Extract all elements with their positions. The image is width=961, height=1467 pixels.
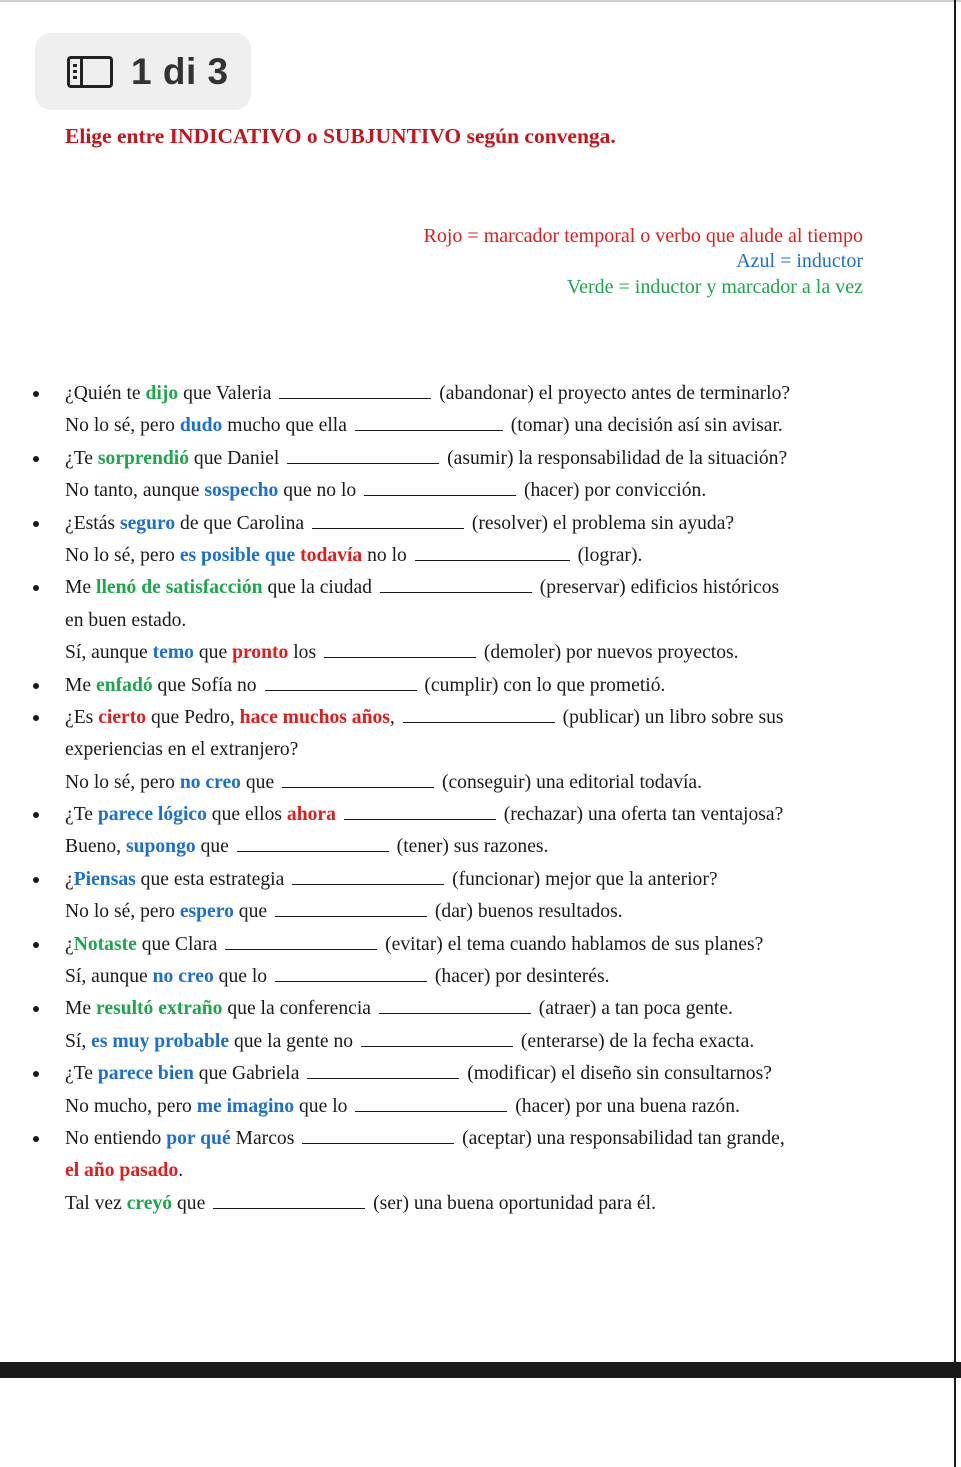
answer-blank[interactable] xyxy=(279,382,431,399)
text-segment: que esta estrategia xyxy=(135,868,290,890)
answer-blank[interactable] xyxy=(302,1127,454,1144)
bottom-bar xyxy=(0,1362,961,1378)
bullet-icon xyxy=(33,391,39,397)
highlighted-word-blue: espero xyxy=(179,901,234,923)
bullet-icon xyxy=(33,521,39,527)
text-segment: (hacer) por una buena razón. xyxy=(510,1095,740,1117)
text-segment: (publicar) un libro sobre sus xyxy=(557,706,784,728)
bullet-icon xyxy=(33,715,39,721)
text-segment: Me xyxy=(65,674,97,696)
text-segment: que la ciudad xyxy=(262,577,377,599)
exercise-line xyxy=(0,896,961,928)
text-segment: que xyxy=(193,642,233,664)
text-segment: (modificar) el diseño sin consultarnos? xyxy=(462,1063,772,1085)
text-segment: ¿Estás xyxy=(65,512,120,534)
text-segment: (resolver) el problema sin ayuda? xyxy=(466,512,735,534)
text-segment: mucho que ella xyxy=(222,415,352,437)
top-divider xyxy=(0,0,961,2)
text-segment: No entiendo xyxy=(65,1127,167,1149)
text-segment: ¿Te xyxy=(65,447,98,469)
highlighted-word-blue: temo xyxy=(152,642,194,664)
exercise-line xyxy=(0,831,961,863)
text-segment: (preservar) edificios históricos xyxy=(534,577,780,599)
text-segment: , xyxy=(389,706,400,728)
text-segment: . xyxy=(178,1160,184,1182)
text-segment: no lo xyxy=(362,544,412,566)
text-segment: Me xyxy=(65,998,97,1020)
bullet-icon xyxy=(33,877,39,883)
text-segment: experiencias en el extranjero? xyxy=(65,739,299,761)
exercise-line xyxy=(0,378,961,410)
text-segment: Marcos xyxy=(230,1127,300,1149)
highlighted-word-blue: parece bien xyxy=(97,1063,194,1085)
answer-blank[interactable] xyxy=(225,933,377,950)
bullet-icon xyxy=(33,1006,39,1012)
text-segment: que Sofía no xyxy=(152,674,262,696)
text-segment: que xyxy=(233,901,272,923)
exercise-line xyxy=(0,1123,961,1155)
text-segment: (cumplir) con lo que prometió. xyxy=(419,674,666,696)
highlighted-word-blue: es posible que xyxy=(179,544,296,566)
text-segment: ¿Quién te xyxy=(65,383,146,404)
highlighted-word-red: el año pasado xyxy=(65,1160,179,1182)
answer-blank[interactable] xyxy=(312,512,464,529)
answer-blank[interactable] xyxy=(415,544,570,561)
answer-blank[interactable] xyxy=(355,1095,507,1112)
exercise-line xyxy=(0,1058,961,1090)
answer-blank[interactable] xyxy=(282,771,434,788)
text-segment: (evitar) el tema cuando hablamos de sus planes? xyxy=(380,933,764,955)
answer-blank[interactable] xyxy=(361,1030,513,1047)
bullet-icon xyxy=(33,812,39,818)
text-segment: que no lo xyxy=(278,480,362,502)
exercise-line xyxy=(0,961,961,993)
highlighted-word-blue: dudo xyxy=(179,415,223,437)
text-segment: (funcionar) mejor que la anterior? xyxy=(447,868,718,890)
text-segment: que la conferencia xyxy=(222,998,376,1020)
highlighted-word-blue: por qué xyxy=(166,1127,231,1149)
text-segment: No lo sé, pero xyxy=(65,544,180,566)
text-segment xyxy=(336,804,341,825)
text-segment: No tanto, aunque xyxy=(65,480,205,502)
text-segment: (abandonar) el proyecto antes de terminarlo? xyxy=(434,383,791,404)
answer-blank[interactable] xyxy=(275,900,427,917)
answer-blank[interactable] xyxy=(379,997,531,1014)
highlighted-word-blue: sospecho xyxy=(204,480,279,502)
answer-blank[interactable] xyxy=(324,641,476,658)
text-segment: que xyxy=(195,836,234,858)
text-segment: que Daniel xyxy=(189,447,285,469)
text-segment: (conseguir) una editorial todavía. xyxy=(437,771,703,793)
answer-blank[interactable] xyxy=(275,965,427,982)
page-indicator-label: 1 di 3 xyxy=(131,50,229,92)
text-segment: ¿Te xyxy=(65,804,98,826)
exercise-line xyxy=(0,1026,961,1058)
exercise-line xyxy=(0,993,961,1025)
highlighted-word-red: cierto xyxy=(98,706,147,728)
highlighted-word-blue: es muy probable xyxy=(91,1030,230,1052)
highlighted-word-blue: parece lógico xyxy=(97,804,207,826)
exercise-line xyxy=(0,508,961,540)
highlighted-word-blue: seguro xyxy=(119,512,176,534)
highlighted-word-green: Notaste xyxy=(73,933,137,955)
answer-blank[interactable] xyxy=(213,1192,365,1209)
exercise-line xyxy=(0,540,961,572)
exercise-line xyxy=(0,572,961,604)
text-segment: que Pedro, xyxy=(146,706,240,728)
text-segment: que Valeria xyxy=(178,383,277,404)
exercise-line xyxy=(0,702,961,734)
text-segment: No mucho, pero xyxy=(65,1095,197,1117)
exercise-line xyxy=(0,929,961,961)
highlighted-word-blue: supongo xyxy=(125,836,196,858)
highlighted-word-red: pronto xyxy=(232,642,289,664)
answer-blank[interactable] xyxy=(307,1062,459,1079)
sidebar-icon xyxy=(67,56,113,88)
answer-blank[interactable] xyxy=(403,706,555,723)
text-segment: (dar) buenos resultados. xyxy=(429,901,623,923)
exercise-line xyxy=(0,767,961,799)
answer-blank[interactable] xyxy=(292,868,444,885)
text-segment: ¿ xyxy=(65,868,74,890)
exercise-line xyxy=(0,864,961,896)
exercise-line xyxy=(0,475,961,507)
exercise-line xyxy=(0,734,961,766)
highlighted-word-blue: no creo xyxy=(179,771,241,793)
text-segment: los xyxy=(288,642,321,664)
text-segment: ¿Te xyxy=(65,1063,98,1085)
text-segment: Tal vez xyxy=(65,1192,127,1214)
exercise-list xyxy=(0,378,961,1220)
text-segment: que lo xyxy=(213,966,272,988)
text-segment: Me xyxy=(65,577,97,599)
text-segment: (asumir) la responsabilidad de la situación? xyxy=(442,447,788,469)
page-title: Elige entre INDICATIVO o SUBJUNTIVO según convenga. xyxy=(65,124,616,148)
highlighted-word-green: dijo xyxy=(145,383,179,404)
text-segment: de que Carolina xyxy=(175,512,309,534)
page-indicator[interactable] xyxy=(35,33,251,110)
text-segment: que ellos xyxy=(206,804,287,826)
exercise-line xyxy=(0,605,961,637)
text-segment: (hacer) por convicción. xyxy=(519,480,707,502)
exercise-line xyxy=(0,637,961,669)
text-segment: Bueno, xyxy=(65,836,126,858)
text-segment: (tener) sus razones. xyxy=(391,836,549,858)
text-segment: (enterarse) de la fecha exacta. xyxy=(516,1030,755,1052)
highlighted-word-green: resultó extraño xyxy=(96,998,223,1020)
bullet-icon xyxy=(33,456,39,462)
legend-green: Verde = inductor y marcador a la vez xyxy=(566,276,863,298)
exercise-line xyxy=(0,443,961,475)
legend-blue: Azul = inductor xyxy=(736,250,863,272)
highlighted-word-blue: me imagino xyxy=(196,1095,295,1117)
text-segment: No lo sé, pero xyxy=(65,901,180,923)
bullet-icon xyxy=(33,1071,39,1077)
text-segment: (ser) una buena oportunidad para él. xyxy=(368,1192,656,1214)
answer-blank[interactable] xyxy=(265,674,417,691)
highlighted-word-green: llenó de satisfacción xyxy=(96,577,263,599)
text-segment: que la gente no xyxy=(229,1030,358,1052)
highlighted-word-green: creyó xyxy=(126,1192,173,1214)
highlighted-word-red: ahora xyxy=(286,804,336,826)
highlighted-word-red: hace muchos años xyxy=(239,706,390,728)
exercise-line xyxy=(0,1188,961,1220)
bullet-icon xyxy=(33,683,39,689)
text-segment: (hacer) por desinterés. xyxy=(430,966,610,988)
highlighted-word-red: todavía xyxy=(300,544,363,566)
text-segment: (atraer) a tan poca gente. xyxy=(533,998,733,1020)
text-segment: (rechazar) una oferta tan ventajosa? xyxy=(498,804,784,826)
text-segment: que Gabriela xyxy=(193,1063,305,1085)
exercise-line xyxy=(0,670,961,702)
text-segment: (lograr). xyxy=(572,544,643,566)
text-segment: (aceptar) una responsabilidad tan grande, xyxy=(457,1127,785,1149)
text-segment: que xyxy=(240,771,280,793)
text-segment: en buen estado. xyxy=(65,609,187,631)
highlighted-word-green: sorprendió xyxy=(97,447,189,469)
text-segment: que Clara xyxy=(136,933,223,955)
text-segment: que lo xyxy=(294,1095,353,1117)
text-segment: que xyxy=(172,1192,211,1214)
text-segment: (tomar) una decisión así sin avisar. xyxy=(505,415,783,437)
highlighted-word-blue: Piensas xyxy=(73,868,136,890)
highlighted-word-green: enfadó xyxy=(96,674,153,696)
text-segment: (demoler) por nuevos proyectos. xyxy=(479,642,739,664)
answer-blank[interactable] xyxy=(364,479,516,496)
answer-blank[interactable] xyxy=(287,447,439,464)
exercise-line xyxy=(0,410,961,442)
answer-blank[interactable] xyxy=(355,414,503,431)
text-segment: ¿Es xyxy=(65,706,99,728)
text-segment: Sí, aunque xyxy=(65,642,153,664)
bullet-icon xyxy=(33,1136,39,1142)
exercise-line xyxy=(0,1091,961,1123)
answer-blank[interactable] xyxy=(380,576,532,593)
text-segment: Sí, xyxy=(65,1030,92,1052)
text-segment: No lo sé, pero xyxy=(65,771,180,793)
legend-red: Rojo = marcador temporal o verbo que alude al tiempo xyxy=(423,225,863,247)
answer-blank[interactable] xyxy=(344,803,496,820)
text-segment: Sí, aunque xyxy=(65,966,153,988)
bullet-icon xyxy=(33,942,39,948)
text-segment: ¿ xyxy=(65,933,74,955)
exercise-line xyxy=(0,1155,961,1187)
highlighted-word-blue: no creo xyxy=(152,966,214,988)
exercise-line xyxy=(0,799,961,831)
answer-blank[interactable] xyxy=(237,835,389,852)
text-segment: No lo sé, pero xyxy=(65,415,180,437)
bullet-icon xyxy=(33,585,39,591)
